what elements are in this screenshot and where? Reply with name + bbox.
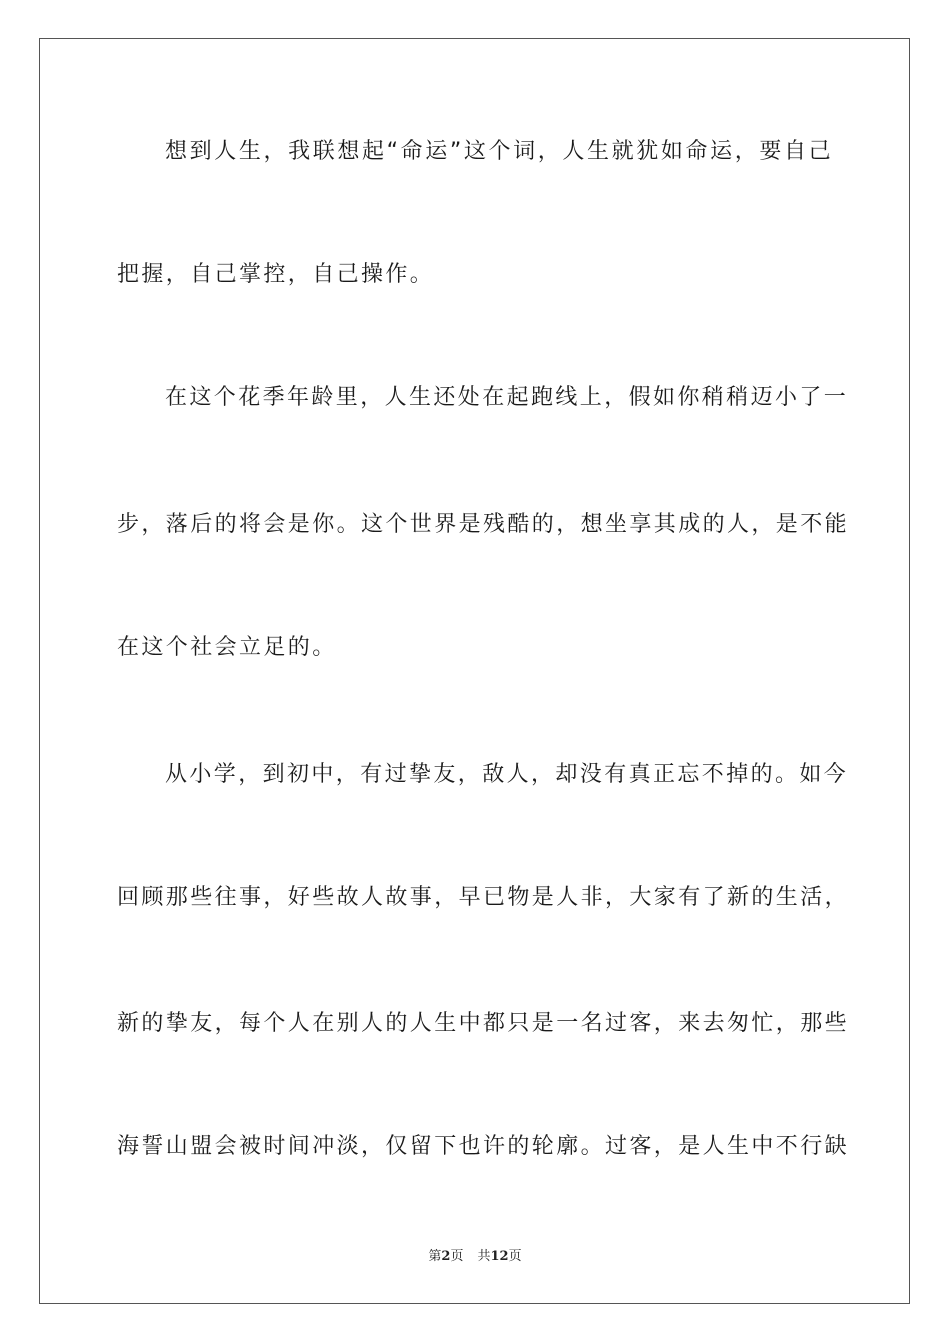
footer-page-prefix: 第: [428, 1249, 442, 1264]
paragraph-2-line-3: 在这个社会立足的。: [117, 635, 337, 660]
footer-page-total: 12: [490, 1249, 509, 1264]
paragraph-1-line-2: 把握，自己掌控，自己操作。: [117, 262, 435, 287]
paragraph-3-line-1: 从小学，到初中，有过挚友，敌人，却没有真正忘不掉的。如今: [165, 762, 849, 787]
paragraph-3-line-4: 海誓山盟会被时间冲淡，仅留下也许的轮廓。过客，是人生中不行缺: [117, 1134, 850, 1159]
paragraph-3-line-2: 回顾那些往事，好些故人故事，早已物是人非，大家有了新的生活，: [117, 885, 850, 910]
footer-page-current: 2: [441, 1249, 451, 1264]
paragraph-2-line-1: 在这个花季年龄里，人生还处在起跑线上，假如你稍稍迈小了一: [165, 385, 849, 410]
footer-page-suffix: 页: [450, 1249, 464, 1264]
footer-total-suffix: 页: [508, 1249, 522, 1264]
paragraph-3-line-3: 新的挚友，每个人在别人的人生中都只是一名过客，来去匆忙，那些: [117, 1011, 850, 1036]
page-frame: [39, 38, 910, 1304]
footer-total-prefix: 共: [477, 1249, 491, 1264]
page-footer: [0, 1248, 950, 1266]
paragraph-2-line-2: 步，落后的将会是你。这个世界是残酷的，想坐享其成的人，是不能: [117, 512, 850, 537]
paragraph-1-line-1: 想到人生，我联想起“命运”这个词，人生就犹如命运，要自己: [165, 139, 833, 164]
